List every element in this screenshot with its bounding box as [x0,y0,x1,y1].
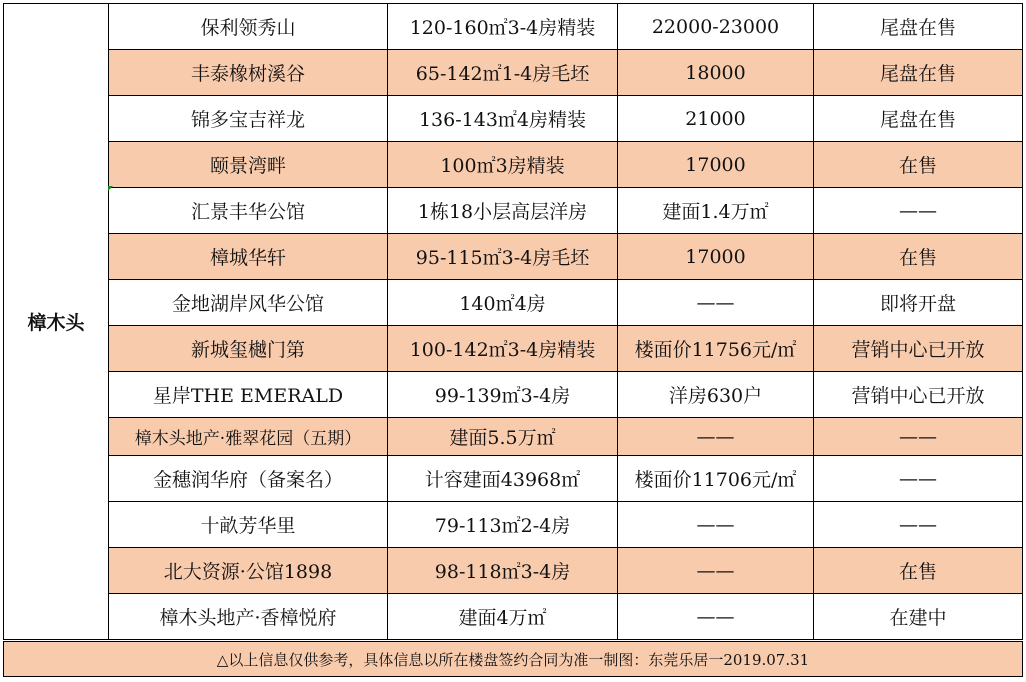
project-name: 金地湖岸风华公馆 [109,280,388,326]
unit-spec: 计容建面43968㎡ [388,456,618,502]
property-table [3,3,1023,640]
price: 17000 [618,234,814,280]
sale-status: 在售 [814,548,1023,594]
sale-status: 在售 [814,234,1023,280]
unit-spec: 建面4万㎡ [388,594,618,640]
sale-status: —— [814,502,1023,548]
price: 22000-23000 [618,4,814,50]
sale-status: 尾盘在售 [814,96,1023,142]
table-row [4,4,1023,50]
price: —— [618,548,814,594]
project-name: 樟城华轩 [109,234,388,280]
sale-status: 尾盘在售 [814,50,1023,96]
price: 楼面价11756元/㎡ [618,326,814,372]
price: —— [618,418,814,456]
unit-spec: 136-143㎡4房精装 [388,96,618,142]
price: 洋房630户 [618,372,814,418]
district-cell: 樟木头 [4,4,109,640]
unit-spec: 建面5.5万㎡ [388,418,618,456]
unit-spec: 100-142㎡3-4房精装 [388,326,618,372]
table-row [4,234,1023,280]
sale-status: —— [814,418,1023,456]
project-name: 樟木头地产·雅翠花园（五期） [109,418,388,456]
table-row [4,326,1023,372]
project-name: 北大资源·公馆1898 [109,548,388,594]
table-row [4,96,1023,142]
unit-spec: 99-139㎡3-4房 [388,372,618,418]
price: 建面1.4万㎡ [618,188,814,234]
table-row [4,280,1023,326]
price: —— [618,502,814,548]
project-name: 锦多宝吉祥龙 [109,96,388,142]
footer-note: △以上信息仅供参考，具体信息以所在楼盘签约合同为准一制图：东莞乐居一2019.07.31 [3,641,1023,677]
project-name: 樟木头地产·香樟悦府 [109,594,388,640]
unit-spec: 140㎡4房 [388,280,618,326]
price: 17000 [618,142,814,188]
unit-spec: 95-115㎡3-4房毛坯 [388,234,618,280]
price: —— [618,594,814,640]
table-row [4,548,1023,594]
sale-status: —— [814,456,1023,502]
sale-status: —— [814,188,1023,234]
table-row [4,142,1023,188]
project-name: 十畝芳华里 [109,502,388,548]
unit-spec: 65-142㎡1-4房毛坯 [388,50,618,96]
price: —— [618,280,814,326]
table-row [4,188,1023,234]
unit-spec: 98-118㎡3-4房 [388,548,618,594]
unit-spec: 79-113㎡2-4房 [388,502,618,548]
sale-status: 即将开盘 [814,280,1023,326]
price: 楼面价11706元/㎡ [618,456,814,502]
table-row [4,594,1023,640]
project-name: 金穗润华府（备案名） [109,456,388,502]
table-row [4,456,1023,502]
project-name: 星岸THE EMERALD [109,372,388,418]
sale-status: 营销中心已开放 [814,372,1023,418]
table-row [4,50,1023,96]
price: 18000 [618,50,814,96]
unit-spec: 100㎡3房精装 [388,142,618,188]
cell-comment-marker [108,186,113,191]
project-name: 丰泰橡树溪谷 [109,50,388,96]
sale-status: 在建中 [814,594,1023,640]
table-row [4,372,1023,418]
project-name: 保利领秀山 [109,4,388,50]
project-name: 汇景丰华公馆 [109,188,388,234]
sale-status: 在售 [814,142,1023,188]
sale-status: 营销中心已开放 [814,326,1023,372]
unit-spec: 1栋18小层高层洋房 [388,188,618,234]
project-name: 新城玺樾门第 [109,326,388,372]
unit-spec: 120-160㎡3-4房精装 [388,4,618,50]
table-row [4,502,1023,548]
price: 21000 [618,96,814,142]
table-row [4,418,1023,456]
sale-status: 尾盘在售 [814,4,1023,50]
project-name: 颐景湾畔 [109,142,388,188]
